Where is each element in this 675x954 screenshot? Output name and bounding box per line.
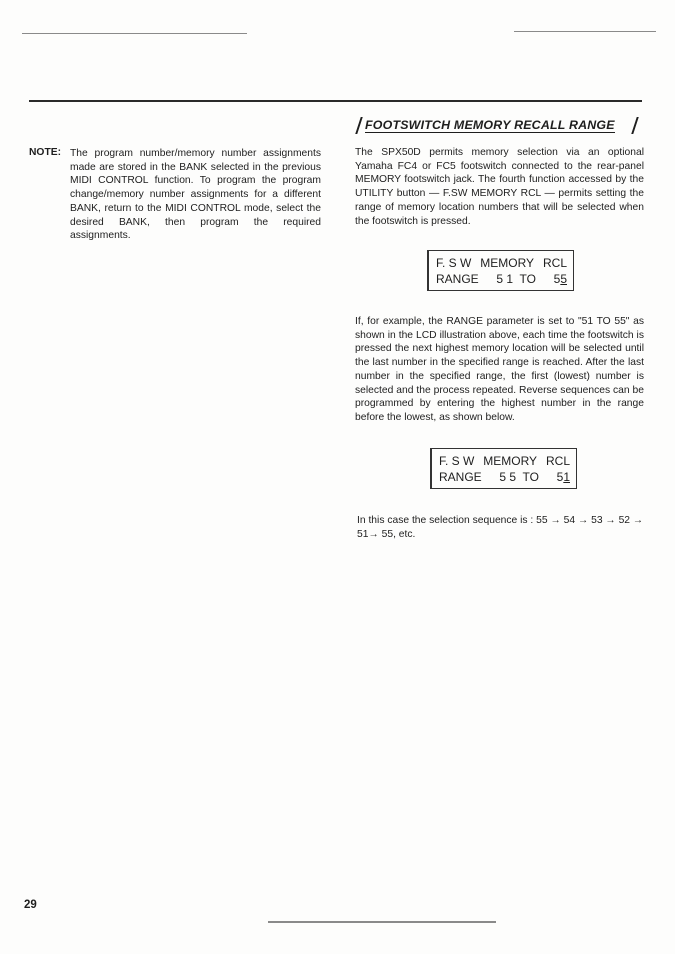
heading-slash-right	[631, 117, 638, 134]
lcd-memory: MEMORY	[483, 454, 538, 468]
lcd-range-label: RANGE	[436, 272, 479, 286]
lcd-range-to	[557, 469, 570, 485]
top-right-rule	[514, 31, 656, 32]
lcd-line-1	[436, 255, 567, 271]
lcd-digit-tens: 5	[556, 470, 564, 484]
lcd-cursor-digit: 1	[563, 470, 570, 484]
lcd-fsw: F. S W	[436, 256, 472, 270]
heading-slash-left	[355, 117, 362, 134]
lcd-display-range-51-55	[427, 250, 574, 291]
lcd-digit-tens: 5	[553, 272, 561, 286]
lcd-range-label: RANGE	[439, 470, 482, 484]
lcd-line-2	[439, 469, 570, 485]
section-title: FOOTSWITCH MEMORY RECALL RANGE	[365, 118, 615, 132]
lcd-display-range-55-51	[430, 448, 577, 489]
lcd-memory: MEMORY	[480, 256, 535, 270]
bottom-rule	[268, 921, 496, 923]
lcd-range-from: 5 5 TO	[499, 470, 539, 484]
lcd-cursor-digit: 5	[560, 272, 567, 286]
top-left-rule	[22, 33, 247, 34]
page-number: 29	[24, 899, 37, 911]
intro-paragraph: The SPX50D permits memory selection via an optional Yamaha FC4 or FC5 footswitch connected to the rear-panel MEMORY footswitch jack. The fourth function accessed by the UTILITY button — F.SW MEMORY RCL — permits setting the range of memory location numbers that will be selected when the footswitch is pressed.	[355, 147, 644, 227]
header-divider	[29, 100, 642, 102]
lcd-line-2	[436, 271, 567, 287]
sequence-paragraph: In this case the selection sequence is : 55 → 54 → 53 → 52 → 51→ 55, etc.	[357, 515, 644, 540]
lcd-fsw: F. S W	[439, 454, 475, 468]
lcd-rcl: RCL	[545, 454, 570, 468]
lcd-range-from: 5 1 TO	[496, 272, 536, 286]
example-paragraph: If, for example, the RANGE parameter is set to "51 TO 55" as shown in the LCD illustration above, each time the footswitch is pressed the next highest memory location will be selected until the last number in the specified range is reached. After the last number in the specified range, the first (lowest) number is selected and the process repeated. Reverse sequences can be programmed by entering the highest number in the range before the lowest, as shown below.	[355, 316, 644, 423]
note-text: The program number/memory number assignments made are stored in the BANK selected in the previous MIDI CONTROL function. To program the program change/memory number assignments for a different BANK, return to the MIDI CONTROL mode, select the desired BANK, then program the required assignments.	[70, 148, 321, 242]
note-label: NOTE:	[29, 147, 62, 158]
lcd-rcl: RCL	[542, 256, 567, 270]
section-heading	[355, 117, 638, 135]
lcd-range-to	[554, 271, 567, 287]
lcd-line-1	[439, 453, 570, 469]
